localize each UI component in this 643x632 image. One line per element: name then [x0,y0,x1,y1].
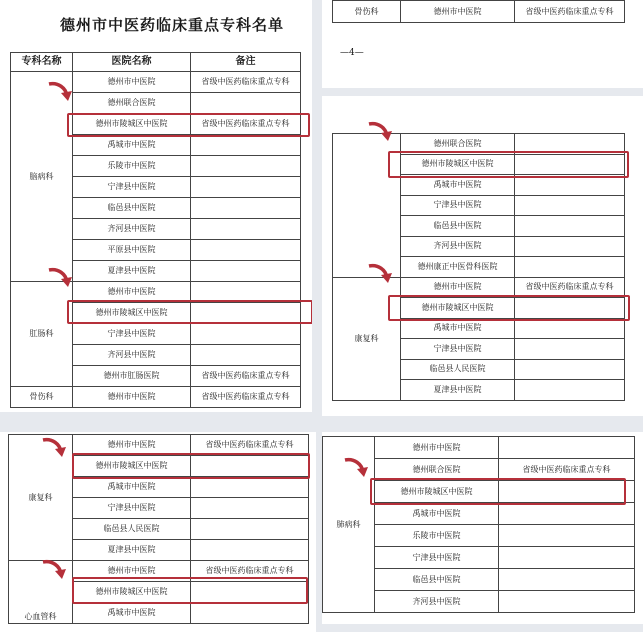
specialty-label: 心血管科 [24,612,57,621]
note-cell [191,519,309,540]
note-cell [499,503,635,525]
hospital-cell: 德州市陵城区中医院 [73,303,191,324]
hospital-cell: 临邑县人民医院 [401,359,515,380]
hospital-cell: 德州市中医院 [375,437,499,459]
hospital-cell: 德州市肛肠医院 [73,366,191,387]
note-cell: 省级中医药临床重点专科 [515,277,625,298]
hospital-cell: 宁津县中医院 [73,177,191,198]
note-cell: 省级中医药临床重点专科 [191,366,301,387]
note-cell [499,591,635,613]
page-4-panel [322,432,643,624]
highlight-box [388,295,630,321]
hospital-cell: 宁津县中医院 [73,498,191,519]
page-title: 德州市中医药临床重点专科名单 [60,16,285,34]
note-cell [515,318,625,339]
note-cell [515,257,625,278]
hospital-cell: 临邑县中医院 [73,198,191,219]
note-cell [515,380,625,401]
hospital-cell: 德州康正中医骨科医院 [401,257,515,278]
note-cell [191,156,301,177]
hospital-cell: 宁津县中医院 [401,339,515,360]
highlight-box [67,300,312,324]
note-cell: 省级中医药临床重点专科 [515,1,625,23]
specialty-table-2-top [332,0,625,23]
curved-arrow-icon [40,436,68,458]
note-cell [191,240,301,261]
note-cell: 省级中医药临床重点专科 [191,561,309,582]
column-header: 医院名称 [73,53,191,72]
note-cell [191,498,309,519]
hospital-cell: 德州市陵城区中医院 [73,114,191,135]
hospital-cell: 德州市陵城区中医院 [401,154,515,175]
hospital-cell: 齐河县中医院 [401,236,515,257]
specialty-cell: 骨伤科 [333,1,401,23]
note-cell [191,177,301,198]
curved-arrow-icon [366,120,394,142]
curved-arrow-icon [342,456,370,478]
hospital-cell: 宁津县中医院 [401,195,515,216]
highlight-box [72,453,310,479]
page-3-panel [0,432,316,632]
hospital-cell: 禹城市中医院 [401,175,515,196]
note-cell [499,547,635,569]
curved-arrow-icon [46,80,74,102]
hospital-cell: 德州市陵城区中医院 [73,456,191,477]
page-1-panel [0,0,312,412]
note-cell [191,93,301,114]
specialty-cell: 脑病科 [11,72,73,282]
page-2-panel [322,96,643,416]
note-cell [499,569,635,591]
note-cell [191,135,301,156]
hospital-cell: 德州市陵城区中医院 [73,582,191,603]
hospital-cell: 德州市中医院 [401,277,515,298]
hospital-cell: 德州联合医院 [375,459,499,481]
column-header: 备注 [191,53,301,72]
curved-arrow-icon [40,558,68,580]
note-cell [515,216,625,237]
curved-arrow-icon [46,266,74,288]
note-cell [515,339,625,360]
hospital-cell: 齐河县中医院 [73,219,191,240]
highlight-box [67,113,310,137]
hospital-cell: 夏津县中医院 [73,540,191,561]
hospital-cell: 临邑县中医院 [401,216,515,237]
hospital-cell: 夏津县中医院 [401,380,515,401]
hospital-cell: 禹城市中医院 [73,135,191,156]
column-header: 专科名称 [11,53,73,72]
hospital-cell: 禹城市中医院 [375,503,499,525]
hospital-cell: 德州市陵城区中医院 [401,298,515,319]
note-cell [191,477,309,498]
note-cell [191,540,309,561]
note-cell [499,437,635,459]
hospital-cell: 德州市中医院 [73,282,191,303]
hospital-cell: 德州市中医院 [73,387,191,408]
hospital-cell: 德州市中医院 [73,435,191,456]
hospital-cell: 临邑县中医院 [375,569,499,591]
hospital-cell: 宁津县中医院 [375,547,499,569]
note-cell: 省级中医药临床重点专科 [191,72,301,93]
hospital-cell: 禹城市中医院 [73,603,191,624]
note-cell [191,261,301,282]
hospital-cell: 德州市中医院 [401,1,515,23]
hospital-cell: 德州联合医院 [401,134,515,155]
note-cell [191,345,301,366]
specialty-table-1 [10,52,301,408]
hospital-cell: 禹城市中医院 [401,318,515,339]
hospital-cell: 齐河县中医院 [73,345,191,366]
hospital-cell: 乐陵市中医院 [375,525,499,547]
curved-arrow-icon [366,262,394,284]
specialty-cell: 骨伤科 [11,387,73,408]
note-cell [191,219,301,240]
highlight-box [388,151,629,178]
specialty-cell: 肺病科 [323,437,375,613]
hospital-cell: 宁津县中医院 [73,324,191,345]
hospital-cell: 德州联合医院 [73,93,191,114]
specialty-cell: 康复科 [333,277,401,400]
note-cell: 省级中医药临床重点专科 [191,435,309,456]
page-2-top-panel [322,0,643,88]
note-cell [515,195,625,216]
note-cell: 省级中医药临床重点专科 [191,387,301,408]
specialty-cell: 肛肠科 [11,282,73,387]
highlight-box [72,577,308,604]
hospital-cell: 临邑县人民医院 [73,519,191,540]
page-number: —4— [340,48,364,58]
note-cell [515,236,625,257]
hospital-cell: 乐陵市中医院 [73,156,191,177]
note-cell [499,525,635,547]
hospital-cell: 德州市陵城区中医院 [375,481,499,503]
hospital-cell: 德州市中医院 [73,561,191,582]
note-cell [191,324,301,345]
specialty-cell: 康复科 [9,435,73,561]
note-cell [515,359,625,380]
hospital-cell: 平原县中医院 [73,240,191,261]
note-cell [191,198,301,219]
hospital-cell: 禹城市中医院 [73,477,191,498]
hospital-cell: 齐河县中医院 [375,591,499,613]
hospital-cell: 德州市中医院 [73,72,191,93]
note-cell [191,603,309,624]
hospital-cell: 夏津县中医院 [73,261,191,282]
note-cell: 省级中医药临床重点专科 [499,459,635,481]
highlight-box [370,478,626,505]
note-cell: 省级中医药临床重点专科 [191,114,301,135]
